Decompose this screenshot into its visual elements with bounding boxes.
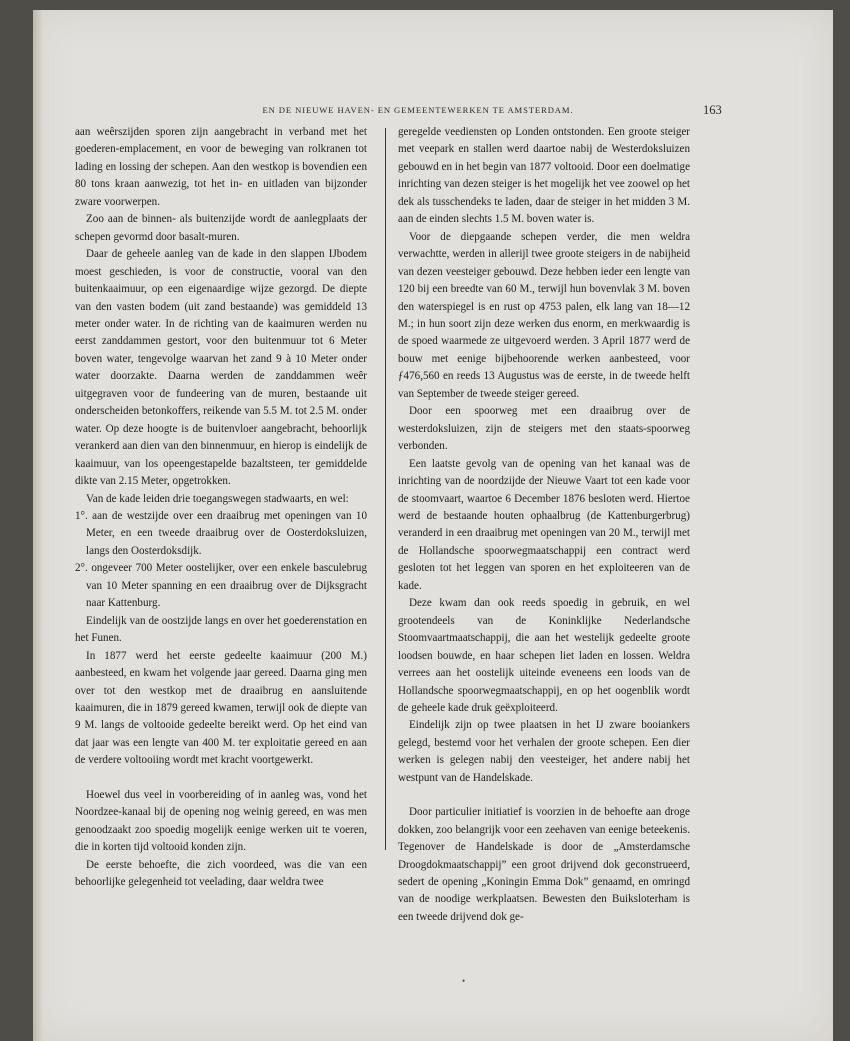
paragraph: Door particulier initiatief is voorzien in de behoefte aan droge dokken, zoo belangrijk voor een zeehaven van eenige beteekenis. Tegenover de Handelskade is door de „Amsterdamsche Droogdokmaatschappij” een groot drijvend dok geconstrueerd, sedert de opening „Koningin Emma Dok” genaamd, en omringd van de noodige werkplaatsen. Bewesten den Buiksloterham is een tweede drijvend dok ge- bbox=[398, 806, 690, 923]
paragraph: Daar de geheele aanleg van de kade in den slappen IJbodem moest geschieden, is voor de constructie, vooral van den buitenkaaimuur, op een eigenaardige wijze gezorgd. De diepte van den vasten bodem (uit zand bestaande) was gemiddeld 13 meter onder water. In de richting van de kaaimuren werden nu eerst zanddammen gestort, voor den buitenmuur tot 6 Meter boven water, tengevolge waarvan het zand 9 à 10 Meter onder water doorzakte. Daarna werden de zanddammen weêr uitgegraven voor de fundeering van de muren, bestaande uit onderscheiden betonkoffers, reikende van 5.5 M. tot 2.5 M. onder water. Op deze hoogte is de buitenvloer aangebracht, behoorlijk verankerd aan dien van den binnenmuur, en hierop is eindelijk de kaaimuur, van los opeengestapelde bazaltsteen, ter gemiddelde dikte van 2.15 Meter, opgetrokken. bbox=[75, 248, 367, 488]
page-gutter-shadow bbox=[33, 10, 43, 1041]
left-column bbox=[75, 124, 367, 891]
paragraph: Eindelijk van de oostzijde langs en over het goederenstation en het Funen. bbox=[75, 614, 367, 645]
column-divider bbox=[385, 128, 386, 850]
paragraph: Hoewel dus veel in voorbereiding of in aanleg was, vond het Noordzee-kanaal bij de opening nog weinig gereed, en was men genoodzaakt zoo spoedig mogelijk eenige werken uit te voeren, die in korten tijd voltooid konden zijn. bbox=[75, 788, 367, 854]
paragraph: De eerste behoefte, die zich voordeed, was die van een behoorlijke gelegenheid tot veelading, daar weldra twee bbox=[75, 858, 367, 889]
paragraph: aan weêrszijden sporen zijn aangebracht in verband met het goederen-emplacement, en voor de beweging van rolkranen tot lading en lossing der schepen. Aan den westkop is bovendien een 80 tons kraan aanwezig, tot het in- en uitladen van bijzonder zware voorwerpen. bbox=[75, 126, 367, 208]
paragraph: Eindelijk zijn op twee plaatsen in het IJ zware booiankers gelegd, bestemd voor het verhalen der groote schepen. Een dier werken is gelegen nabij den veesteiger, het andere nabij het westpunt van de Handelskade. bbox=[398, 719, 690, 784]
paragraph: Zoo aan de binnen- als buitenzijde wordt de aanlegplaats der schepen gevormd door basalt-muren. bbox=[75, 213, 367, 243]
printer-mark: • bbox=[462, 976, 466, 986]
running-head: EN DE NIEUWE HAVEN- EN GEMEENTEWERKEN TE AMSTERDAM. bbox=[262, 105, 574, 115]
right-column bbox=[398, 124, 690, 926]
paragraph: Deze kwam dan ook reeds spoedig in gebruik, en wel grootendeels van de Koninklijke Nederlandsche Stoomvaartmaatschappij, die aan het westelijk gedeelte groote loodsen bouwde, en haar schepen liet laden en lossen. Weldra verrees aan het oostelijk uiteinde eveneens een loods van de Hollandsche spoorwegmaatschappij, en op het oogenblik wordt de geheele kade druk geëxploiteerd. bbox=[398, 597, 690, 714]
paragraph: Door een spoorweg met een draaibrug over de westerdoksluizen, zijn de steigers met den staats-spoorweg verbonden. bbox=[398, 405, 690, 453]
paragraph: Van de kade leiden drie toegangswegen stadwaarts, en wel: bbox=[86, 492, 349, 505]
paragraph: Een laatste gevolg van de opening van het kanaal was de inrichting van de noordzijde der Nieuwe Vaart tot een kade voor de stoomvaart, waartoe 6 December 1876 besloten werd. Hiertoe werd de bestaande houten ophaalbrug (de Kattenburgerbrug) veranderd in een draaibrug met openingen van 20 M., terwijl met de Hollandsche spoorwegmaatschappij een contract werd gesloten tot het leggen van sporen en het exploiteeren van de kade. bbox=[398, 457, 690, 592]
page-number: 163 bbox=[703, 103, 722, 117]
paragraph: geregelde veediensten op Londen ontstonden. Een groote steiger met veepark en stallen werd daartoe nabij de Westerdoksluizen gebouwd en in het begin van 1877 voltooid. Door een doelmatige inrichting van dezen steiger is het mogelijk het vee zoowel op het dek als tusschendeks te laden, daar de steiger in het midden 3 M. aan de einden slechts 1.5 M. boven water is. bbox=[398, 126, 690, 226]
paragraph: Voor de diepgaande schepen verder, die men weldra verwachtte, werden in allerijl twee groote steigers in de nabijheid van dezen veesteiger gebouwd. Deze hebben ieder een lengte van 120 bij een breedte van 60 M., terwijl hun bovenvlak 3 M. boven den waterspiegel is en rust op 4753 palen, elk lang van 18—12 M.; in hun soort zijn deze werken dus enorm, en merkwaardig is de spoed waarmede ze uitgevoerd werden. 3 April 1877 werd de bouw met eenige bijbehoorende werken aanbesteed, voor ƒ476,560 en reeds 13 Augustus was de eerste, in de tweede helft van September de tweede steiger gereed. bbox=[398, 230, 690, 400]
list-item: 2°. ongeveer 700 Meter oostelijker, over een enkele basculebrug van 10 Meter spanning en een draaibrug over de Dijksgracht naar Kattenburg. bbox=[75, 562, 367, 610]
list-item: 1°. aan de westzijde over een draaibrug met openingen van 10 Meter, en een tweede draaibrug over de Oosterdoksluizen, langs den Oosterdoksdijk. bbox=[75, 509, 367, 557]
paragraph: In 1877 werd het eerste gedeelte kaaimuur (200 M.) aanbesteed, en kwam het volgende jaar gereed. Daarna ging men over tot den westkop met de draaibrug en aansluitende kaaimuren, die in 1879 gereed kwamen, terwijl ook de diepte van 9 M. langs de voltooide gedeelte bereikt werd. Op het eind van dat jaar was een lengte van 400 M. ter exploitatie gereed en aan de verdere voltooiing wordt met kracht voortgewerkt. bbox=[75, 649, 367, 767]
